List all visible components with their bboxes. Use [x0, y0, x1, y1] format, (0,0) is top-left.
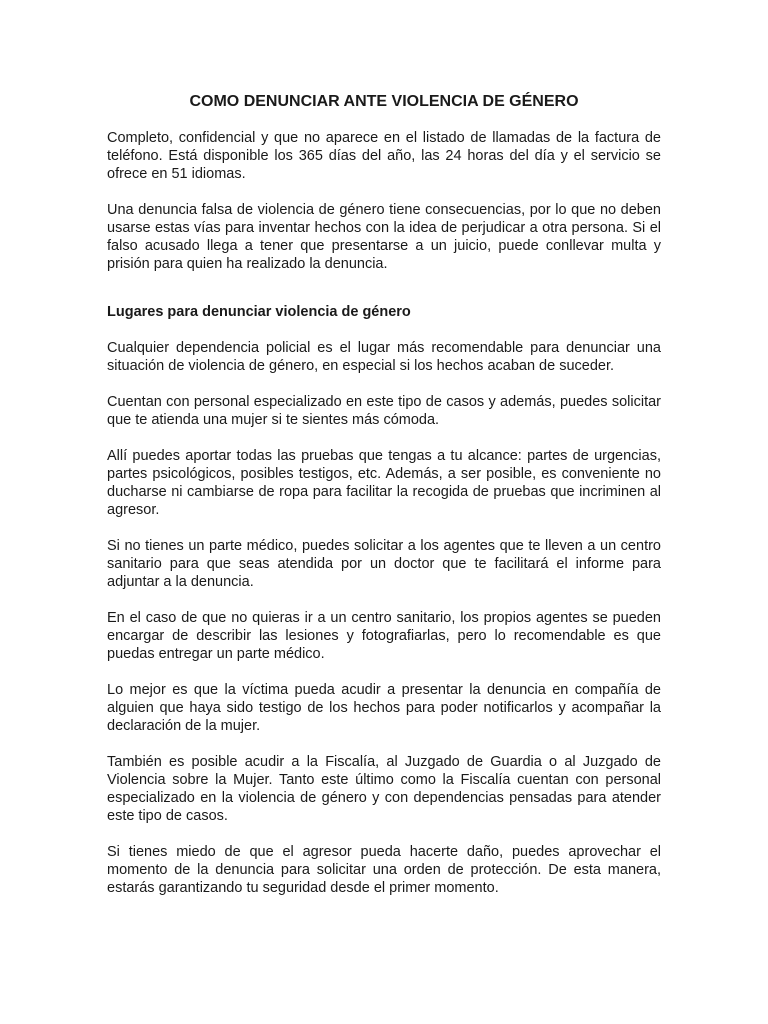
intro-paragraph-2: Una denuncia falsa de violencia de género tiene consecuencias, por lo que no deben usarse estas vías para inventar hechos con la idea de perjudicar a otra persona. Si el falso acusado llega a tener que presentarse a un juicio, puede conllevar multa y prisión para quien ha realizado la denuncia.	[107, 202, 661, 272]
section-paragraph-7: También es posible acudir a la Fiscalía, al Juzgado de Guardia o al Juzgado de Violencia sobre la Mujer. Tanto este último como la Fiscalía cuentan con personal especializado en la violencia de género y con dependencias pensadas para atender este tipo de casos.	[107, 754, 661, 824]
section-paragraph-4: Si no tienes un parte médico, puedes solicitar a los agentes que te lleven a un centro sanitario para que seas atendida por un doctor que te facilitará el informe para adjuntar a la denuncia.	[107, 538, 661, 590]
intro-paragraph-1: Completo, confidencial y que no aparece en el listado de llamadas de la factura de teléfono. Está disponible los 365 días del año, las 24 horas del día y el servicio se ofrece en 51 idiomas.	[107, 130, 661, 182]
section-paragraph-6: Lo mejor es que la víctima pueda acudir a presentar la denuncia en compañía de alguien que haya sido testigo de los hechos para poder notificarlos y acompañar la declaración de la mujer.	[107, 682, 661, 734]
section-heading: Lugares para denunciar violencia de género	[107, 304, 411, 320]
section-paragraph-1: Cualquier dependencia policial es el lugar más recomendable para denunciar una situación de violencia de género, en especial si los hechos acaban de suceder.	[107, 340, 661, 374]
document-title: COMO DENUNCIAR ANTE VIOLENCIA DE GÉNERO	[189, 93, 579, 110]
document-body	[107, 92, 661, 897]
section-paragraph-8: Si tienes miedo de que el agresor pueda hacerte daño, puedes aprovechar el momento de la denuncia para solicitar una orden de protección. De esta manera, estarás garantizando tu seguridad desde el primer momento.	[107, 844, 661, 896]
section-paragraph-3: Allí puedes aportar todas las pruebas que tengas a tu alcance: partes de urgencias, partes psicológicos, posibles testigos, etc. Además, a ser posible, es conveniente no ducharse ni cambiarse de ropa para facilitar la recogida de pruebas que incriminen al agresor.	[107, 448, 661, 518]
section-paragraph-2: Cuentan con personal especializado en este tipo de casos y además, puedes solicitar que te atienda una mujer si te sientes más cómoda.	[107, 394, 661, 428]
section-paragraph-5: En el caso de que no quieras ir a un centro sanitario, los propios agentes se pueden encargar de describir las lesiones y fotografiarlas, pero lo recomendable es que puedas entregar un parte médico.	[107, 610, 661, 662]
